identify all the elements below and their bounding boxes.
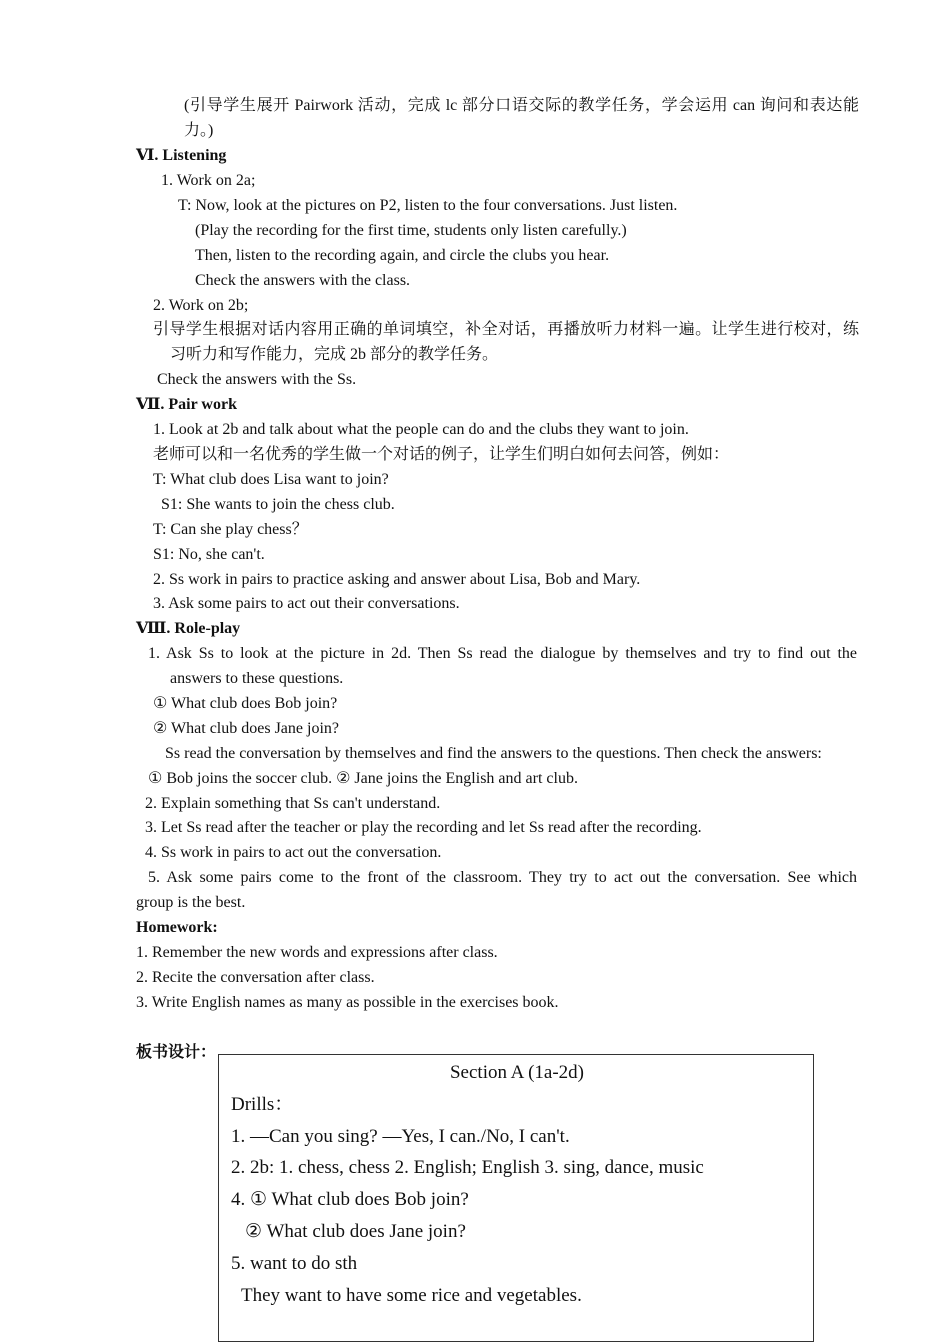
roleplay-item-1b: answers to these questions. [170,670,344,687]
board-title: Section A (1a-2d) [449,1062,585,1083]
listening-cn-line-2: 习听力和写作能力，完成 2b 部分的教学任务。 [170,346,499,363]
homework-item-2: 2. Recite the conversation after class. [136,969,375,986]
listening-cn-line-1: 引导学生根据对话内容用正确的单词填空，补全对话，再播放听力材料一遍。让学生进行校对，练 [153,321,859,338]
pairwork-dialogue-1: T: What club does Lisa want to join? [153,471,389,488]
board-design-box [218,1054,814,1342]
intro-line-2: 力。) [184,122,214,139]
pairwork-dialogue-4: S1: No, she can't. [153,546,265,563]
pairwork-item-1: 1. Look at 2b and talk about what the people can do and the clubs they want to join. [153,421,689,438]
homework-item-3: 3. Write English names as many as possible in the exercises book. [136,994,559,1011]
listening-line-3: Then, listen to the recording again, and circle the clubs you hear. [195,247,610,264]
roleplay-item-5a: 5. Ask some pairs come to the front of the classroom. They try to act out the conversation. See which [148,869,857,886]
board-line-5: 5. want to do sth [231,1253,358,1274]
pairwork-item-3: 3. Ask some pairs to act out their conversations. [153,595,460,612]
board-line-4: ② What club does Jane join? [245,1221,466,1242]
homework-item-1: 1. Remember the new words and expressions after class. [136,944,498,961]
roleplay-item-3: 3. Let Ss read after the teacher or play the recording and let Ss read after the recording. [145,819,702,836]
pairwork-dialogue-3: T: Can she play chess？ [153,521,308,538]
listening-item-2: 2. Work on 2b; [153,297,249,314]
roleplay-item-4: 4. Ss work in pairs to act out the conversation. [145,844,442,861]
roleplay-question-1: ① What club does Bob join? [153,695,338,712]
listening-line-2: (Play the recording for the first time, students only listen carefully.) [195,222,627,239]
listening-check: Check the answers with the Ss. [157,371,357,388]
roleplay-item-2: 2. Explain something that Ss can't understand. [145,795,441,812]
pairwork-dialogue-2: S1: She wants to join the chess club. [161,496,395,513]
roleplay-answers: ① Bob joins the soccer club. ② Jane joins the English and art club. [148,770,578,787]
homework-heading: Homework: [136,919,218,936]
board-line-3: 4. ① What club does Bob join? [231,1189,469,1210]
roleplay-read: Ss read the conversation by themselves and find the answers to the questions. Then check the answers: [165,745,822,762]
listening-line-1: T: Now, look at the pictures on P2, listen to the four conversations. Just listen. [178,197,678,214]
board-line-2: 2. 2b: 1. chess, chess 2. English; English 3. sing, dance, music [231,1157,704,1178]
roleplay-item-1a: 1. Ask Ss to look at the picture in 2d. Then Ss read the dialogue by themselves and try to find out the [148,645,857,662]
roleplay-question-2: ② What club does Jane join? [153,720,339,737]
board-label: 板书设计： [136,1044,217,1061]
pairwork-heading: Ⅶ. Pair work [136,396,237,413]
pairwork-cn: 老师可以和一名优秀的学生做一个对话的例子，让学生们明白如何去问答，例如： [153,446,730,463]
board-line-1: 1. —Can you sing? —Yes, I can./No, I can't. [231,1126,570,1147]
pairwork-item-2: 2. Ss work in pairs to practice asking and answer about Lisa, Bob and Mary. [153,571,641,588]
roleplay-heading: Ⅷ. Role-play [136,620,241,637]
listening-heading: Ⅵ. Listening [136,147,227,164]
listening-item-1: 1. Work on 2a; [161,172,256,189]
roleplay-item-5b: group is the best. [136,894,246,911]
listening-line-4: Check the answers with the class. [195,272,411,289]
board-drills: Drills： [231,1094,294,1115]
board-line-6: They want to have some rice and vegetables. [241,1285,582,1306]
intro-line-1: (引导学生展开 Pairwork 活动，完成 lc 部分口语交际的教学任务，学会运用 can 询问和表达能 [184,97,859,114]
